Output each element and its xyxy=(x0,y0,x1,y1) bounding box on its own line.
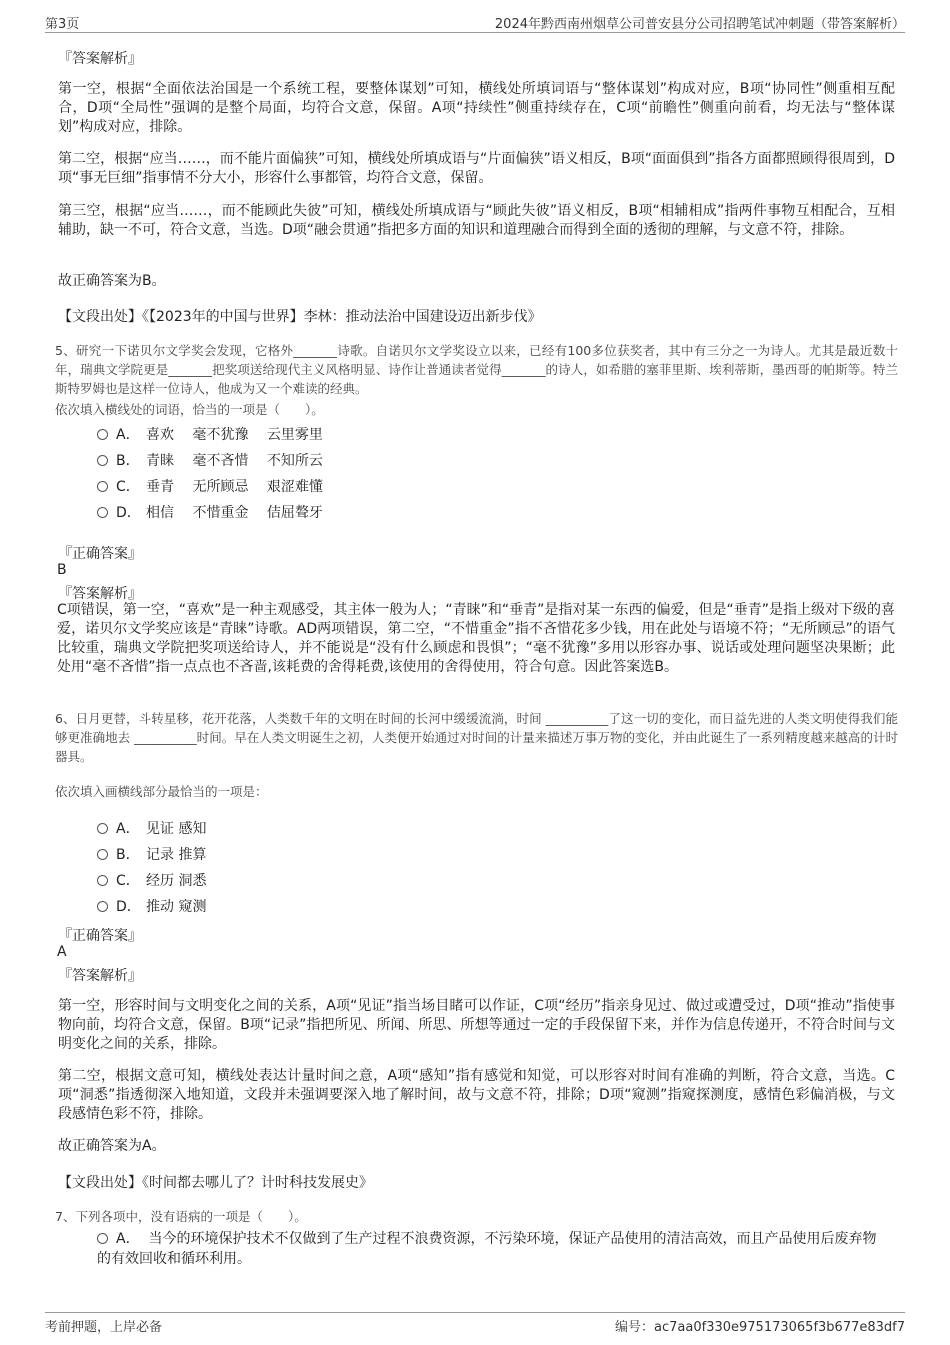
q6-source: 【文段出处】《时间都去哪儿了？计时科技发展史》 xyxy=(58,1175,373,1191)
q5-option-d[interactable] xyxy=(97,502,323,522)
q4-conclusion: 故正确答案为B。 xyxy=(58,273,166,289)
radio-icon[interactable] xyxy=(97,875,108,886)
page-header xyxy=(45,10,905,33)
option-text: 当今的环境保护技术不仅做到了生产过程不浪费资源，不污染环境，保证产品使用的清洁高效，而且产品使用后废弃物的有效回收和循环利用。 xyxy=(97,1231,877,1267)
q5-option-a[interactable] xyxy=(97,424,323,444)
q6-analysis-para1: 第一空，形容时间与文明变化之间的关系，A项“见证”指当场目睹可以作证，C项“经历”指亲身见过、做过或遭受过，D项“推动”指使事物向前，均符合文意，保留。B项“记录”指把所见、所闻、所思、所想等通过一定的手段保留下来，并作为信息传递开，不符合时间与文明变化之间的关系，排除。 xyxy=(58,998,895,1052)
option-letter: A． xyxy=(116,821,140,837)
option-letter: C． xyxy=(116,873,140,889)
q5-option-b[interactable] xyxy=(97,450,323,470)
q5-correct-label: 『正确答案』 xyxy=(58,546,142,562)
option-letter: D． xyxy=(116,505,141,521)
option-text: 青睐 毫不吝惜 不知所云 xyxy=(146,453,323,469)
option-text: 相信 不惜重金 佶屈聱牙 xyxy=(146,505,323,521)
radio-icon[interactable] xyxy=(97,455,108,466)
radio-icon[interactable] xyxy=(97,429,108,440)
q5-option-c[interactable] xyxy=(97,476,323,496)
option-letter: A． xyxy=(116,1231,140,1247)
q6-answer: A xyxy=(57,944,67,960)
option-letter: B． xyxy=(116,453,140,469)
footer-slogan: 考前押题，上岸必备 xyxy=(45,1320,163,1335)
option-letter: D． xyxy=(116,899,141,915)
q5-analysis-label: 『答案解析』 xyxy=(58,586,142,602)
q6-conclusion: 故正确答案为A。 xyxy=(58,1138,166,1154)
q6-option-c[interactable] xyxy=(97,870,206,890)
document-title: 2024年黔西南州烟草公司普安县分公司招聘笔试冲刺题（带答案解析） xyxy=(494,17,905,32)
q5-analysis: C项错误，第一空，“喜欢”是一种主观感受，其主体一般为人；“青睐”和“垂青”是指对某一东西的偏爱，但是“垂青”是指上级对下级的喜爱，诺贝尔文学奖应该是“青睐”诗歌。AD两项错误，第二空，“不惜重金”指不吝惜花多少钱，用在此处与语境不符；“无所顾忌”的语气比较重，瑞典文学院把奖项送给诗人，并不能说是“没有什么顾虑和畏惧”；“毫不犹豫”多用以形容办事、说话或处理问题坚决果断；此处用“毫不吝惜”指一点点也不吝啬,该耗费的舍得耗费,该使用的舍得使用，符合句意。因此答案选B。 xyxy=(57,602,895,675)
option-text: 见证 感知 xyxy=(146,821,207,837)
radio-icon[interactable] xyxy=(97,1233,108,1244)
q4-analysis-para3: 第三空，根据“应当……，而不能顾此失彼”可知，横线处所填成语与“顾此失彼”语义相反，B项“相辅相成”指两件事物互相配合，互相辅助，缺一不可，符合文意，当选。D项“融会贯通”指把多方面的知识和道理融合而得到全面的透彻的理解，与文意不符，排除。 xyxy=(58,203,895,238)
q6-option-a[interactable] xyxy=(97,818,206,838)
q6-correct-label: 『正确答案』 xyxy=(58,928,142,944)
q6-option-b[interactable] xyxy=(97,844,206,864)
radio-icon[interactable] xyxy=(97,901,108,912)
q7-option-a[interactable] xyxy=(97,1229,890,1269)
page-number: 第3页 xyxy=(45,17,80,32)
radio-icon[interactable] xyxy=(97,823,108,834)
q5-prompt: 依次填入横线处的词语，恰当的一项是（ ）。 xyxy=(55,402,324,417)
option-letter: C． xyxy=(116,479,140,495)
q4-analysis-para1: 第一空，根据“全面依法治国是一个系统工程，要整体谋划”可知，横线处所填词语与“整体谋划”构成对应，B项“协同性”侧重相互配合，D项“全局性”强调的是整个局面，均符合文意，保留。A项“持续性”侧重持续存在，C项“前瞻性”侧重向前看，均无法与“整体谋划”构成对应，排除。 xyxy=(58,81,895,135)
radio-icon[interactable] xyxy=(97,481,108,492)
option-text: 垂青 无所顾忌 艰涩难懂 xyxy=(146,479,323,495)
q4-analysis-para2: 第二空，根据“应当……，而不能片面偏狭”可知，横线处所填成语与“片面偏狭”语义相反，B项“面面俱到”指各方面都照顾得很周到，D项“事无巨细”指事情不分大小，形容什么事都管，均符合文意，保留。 xyxy=(58,151,895,186)
option-letter: A． xyxy=(116,427,140,443)
option-text: 喜欢 毫不犹豫 云里雾里 xyxy=(146,427,323,443)
option-text: 记录 推算 xyxy=(146,847,207,863)
radio-icon[interactable] xyxy=(97,849,108,860)
option-text: 推动 窥测 xyxy=(146,899,207,915)
option-letter: B． xyxy=(116,847,140,863)
q6-analysis-para2: 第二空，根据文意可知，横线处表达计量时间之意，A项“感知”指有感觉和知觉，可以形容对时间有准确的判断，符合文意，当选。C项“洞悉”指透彻深入地知道，文段并未强调要深入地了解时间，故与文意不符，排除；D项“窥测”指窥探测度，感情色彩偏消极，与文段感情色彩不符，排除。 xyxy=(58,1068,895,1122)
q7-stem: 7、下列各项中，没有语病的一项是（ ）。 xyxy=(55,1209,307,1224)
page-footer xyxy=(45,1312,905,1335)
q5-stem: 5、研究一下诺贝尔文学奖会发现，它格外_______诗歌。自诺贝尔文学奖设立以来，已经有100多位获奖者，其中有三分之一为诗人。尤其是最近数十年，瑞典文学院更是_______把奖项送给现代主义风格明显、诗作让普通读者觉得_______的诗人，如希腊的塞菲里斯、埃利蒂斯，墨西哥的帕斯等。特兰斯特罗姆也是这样一位诗人，他成为又一个难读的经典。 xyxy=(55,343,898,396)
q4-analysis-label: 『答案解析』 xyxy=(58,51,142,67)
document-id: 编号：ac7aa0f330e975173065f3b677e83df7 xyxy=(615,1320,905,1335)
q5-answer: B xyxy=(57,562,67,578)
q4-source: 【文段出处】《【2023年的中国与世界】李林：推动法治中国建设迈出新步伐》 xyxy=(58,309,542,325)
radio-icon[interactable] xyxy=(97,507,108,518)
q6-analysis-label: 『答案解析』 xyxy=(58,968,142,984)
option-text: 经历 洞悉 xyxy=(146,873,207,889)
q6-prompt: 依次填入画横线部分最恰当的一项是： xyxy=(55,784,268,799)
q6-option-d[interactable] xyxy=(97,896,206,916)
q6-stem: 6、日月更替，斗转星移，花开花落，人类数千年的文明在时间的长河中缓缓流淌，时间 __________了这一切的变化，而日益先进的人类文明使得我们能够更准确地去 __________时间。早在人类文明诞生之初，人类便开始通过对时间的计量来描述万事万物的变化，并由此诞生了一系列精度越来越高的计时器具。 xyxy=(55,711,898,764)
